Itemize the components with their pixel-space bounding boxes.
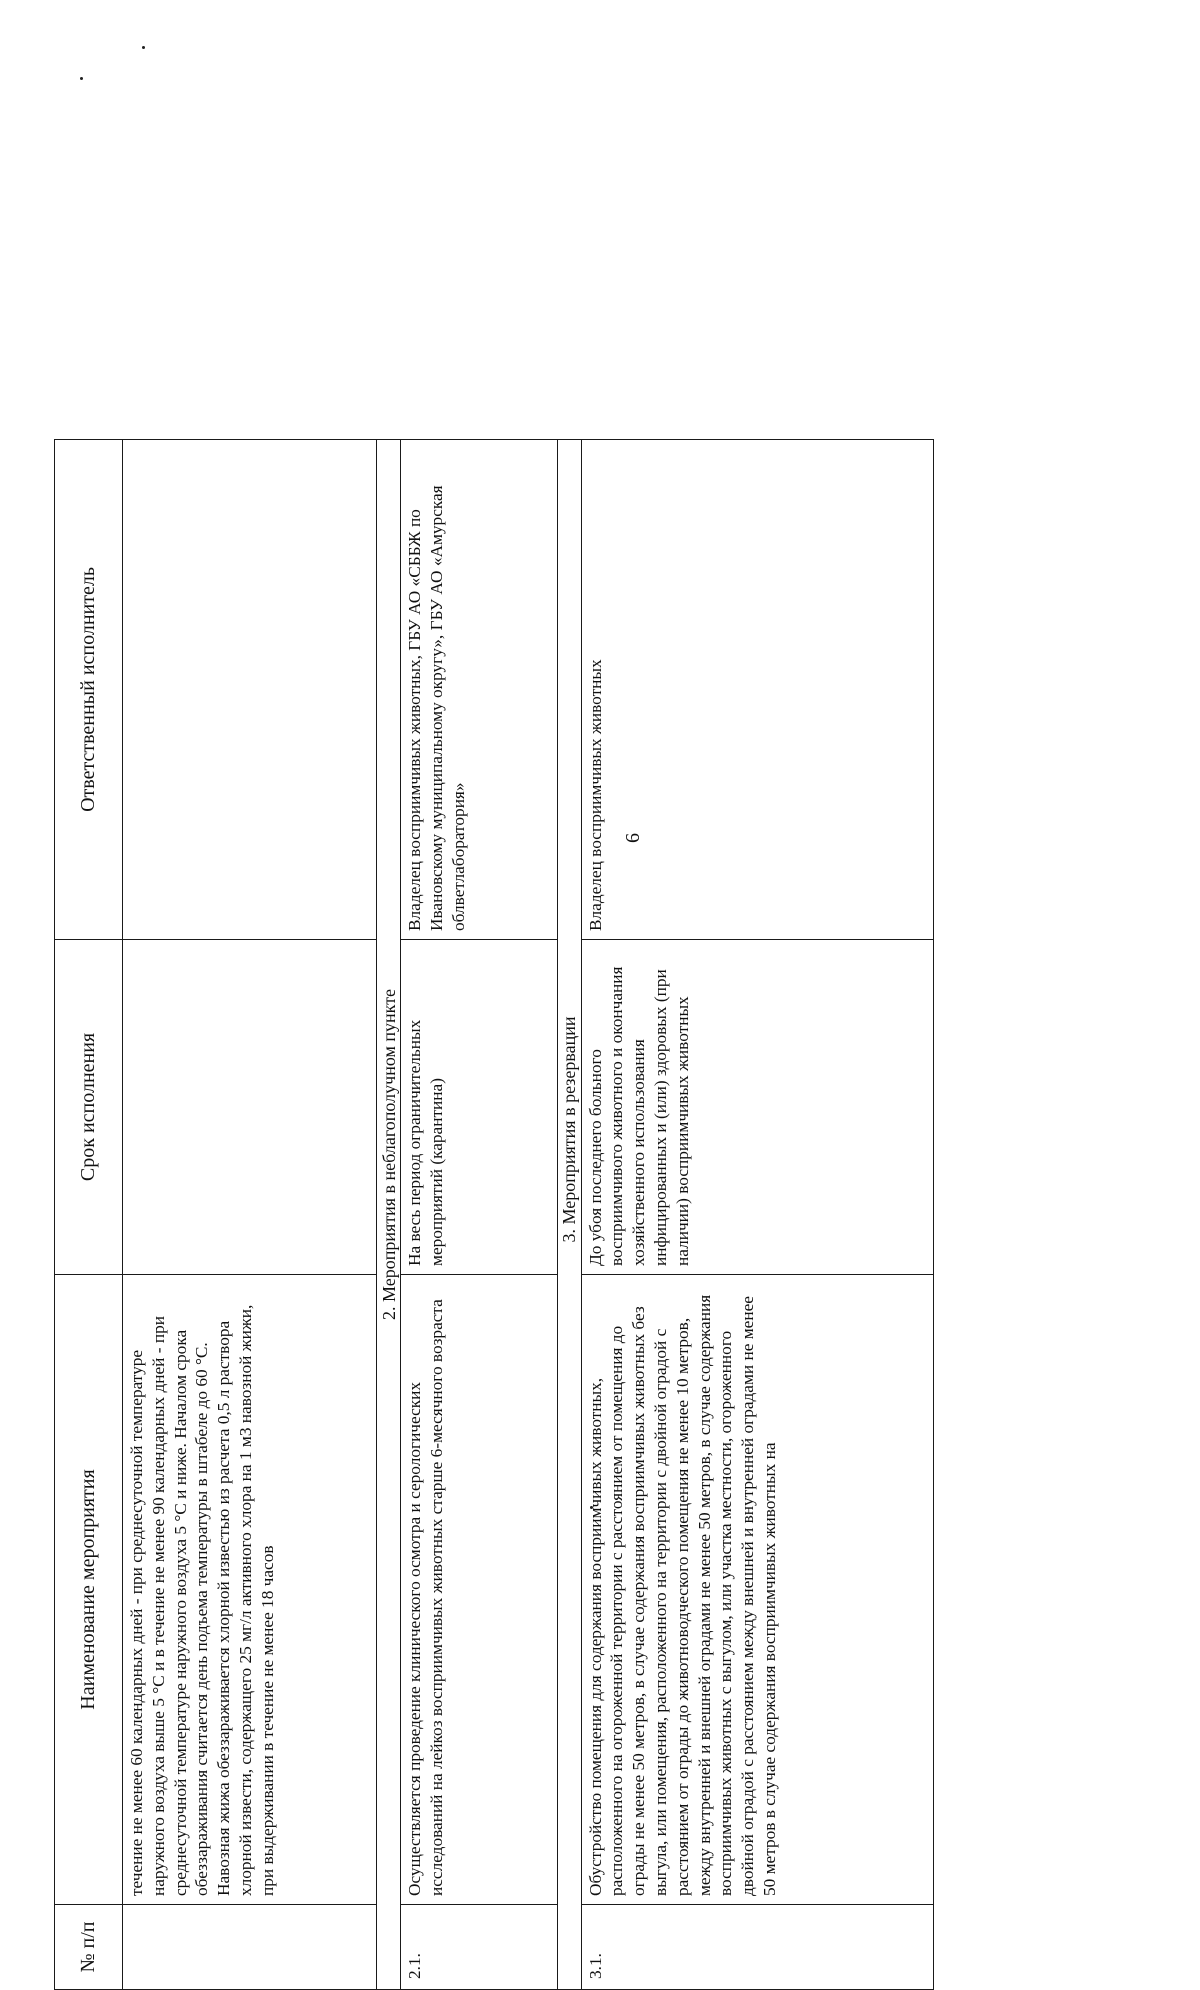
row-activity: Обустройство помещения для содержания восприимчивых животных, расположенного на огороженной территории с расстоянием от помещения до ограды не менее 50 метров, в случае содержания восприимчивых животных без выгула, или помещения, расположенного на территории с двойной оградой с расстоянием от ограды до животноводческого помещения не менее 10 метров, между внутренней и внешней оградами не менее 50 метров, в случае содержания восприимчивых животных с выгулом, или участка местности, огороженного двойной оградой с расстоянием между внешней и внутренней оградами не менее 50 метров в случае содержания восприимчивых животных на [581,1274,933,1904]
row-responsible: Владелец восприимчивых животных [581,439,933,939]
section-title: 3. Мероприятия в резервации [557,439,581,1989]
header-responsible: Ответственный исполнитель [55,439,123,939]
section-heading-row [557,439,581,1989]
row-number [123,1905,377,1990]
section-title: 2. Мероприятия в неблагополучном пункте [377,439,401,1989]
header-number: № п/п [55,1905,123,1990]
rotated-table-sheet [54,440,934,1990]
measures-table [54,439,934,1990]
section-heading-row [377,439,401,1989]
table-row [401,439,557,1989]
row-responsible: Владелец восприимчивых животных, ГБУ АО «СББЖ по Ивановскому муниципальному округу», ГБУ АО «Амурская облветлаборатория» [401,439,557,939]
row-deadline [123,939,377,1274]
table-header-row [55,439,123,1989]
row-activity: течение не менее 60 календарных дней - при среднесуточной температуре наружного воздуха выше 5 °С и в течение не менее 90 календарных дней - при среднесуточной температуре наружного воздуха 5 °С и ниже. Началом срока обеззараживания считается день подъема температуры в штабеле до 60 °С. Навозная жижа обеззараживается хлорной известью из расчета 0,5 л раствора хлорной извести, содержащего 25 мг/л активного хлора на 1 м3 навозной жижи, при выдерживании в течение не менее 18 часов [123,1274,377,1904]
header-activity: Наименование мероприятия [55,1274,123,1904]
row-deadline: На весь период ограничительных мероприятий (карантина) [401,939,557,1274]
row-activity: Осуществляется проведение клинического осмотра и серологических исследований на лейкоз восприимчивых животных старше 6-месячного возраста [401,1274,557,1904]
row-deadline: До убоя последнего больного восприимчивого животного и окончания хозяйственного использования инфицированных и (или) здоровых (при наличии) восприимчивых животных [581,939,933,1274]
table-row [581,439,933,1989]
page-number: 6 [622,833,644,843]
row-number: 3.1. [581,1905,933,1990]
table-row [123,439,377,1989]
header-deadline: Срок исполнения [55,939,123,1274]
row-responsible [123,439,377,939]
row-number: 2.1. [401,1905,557,1990]
